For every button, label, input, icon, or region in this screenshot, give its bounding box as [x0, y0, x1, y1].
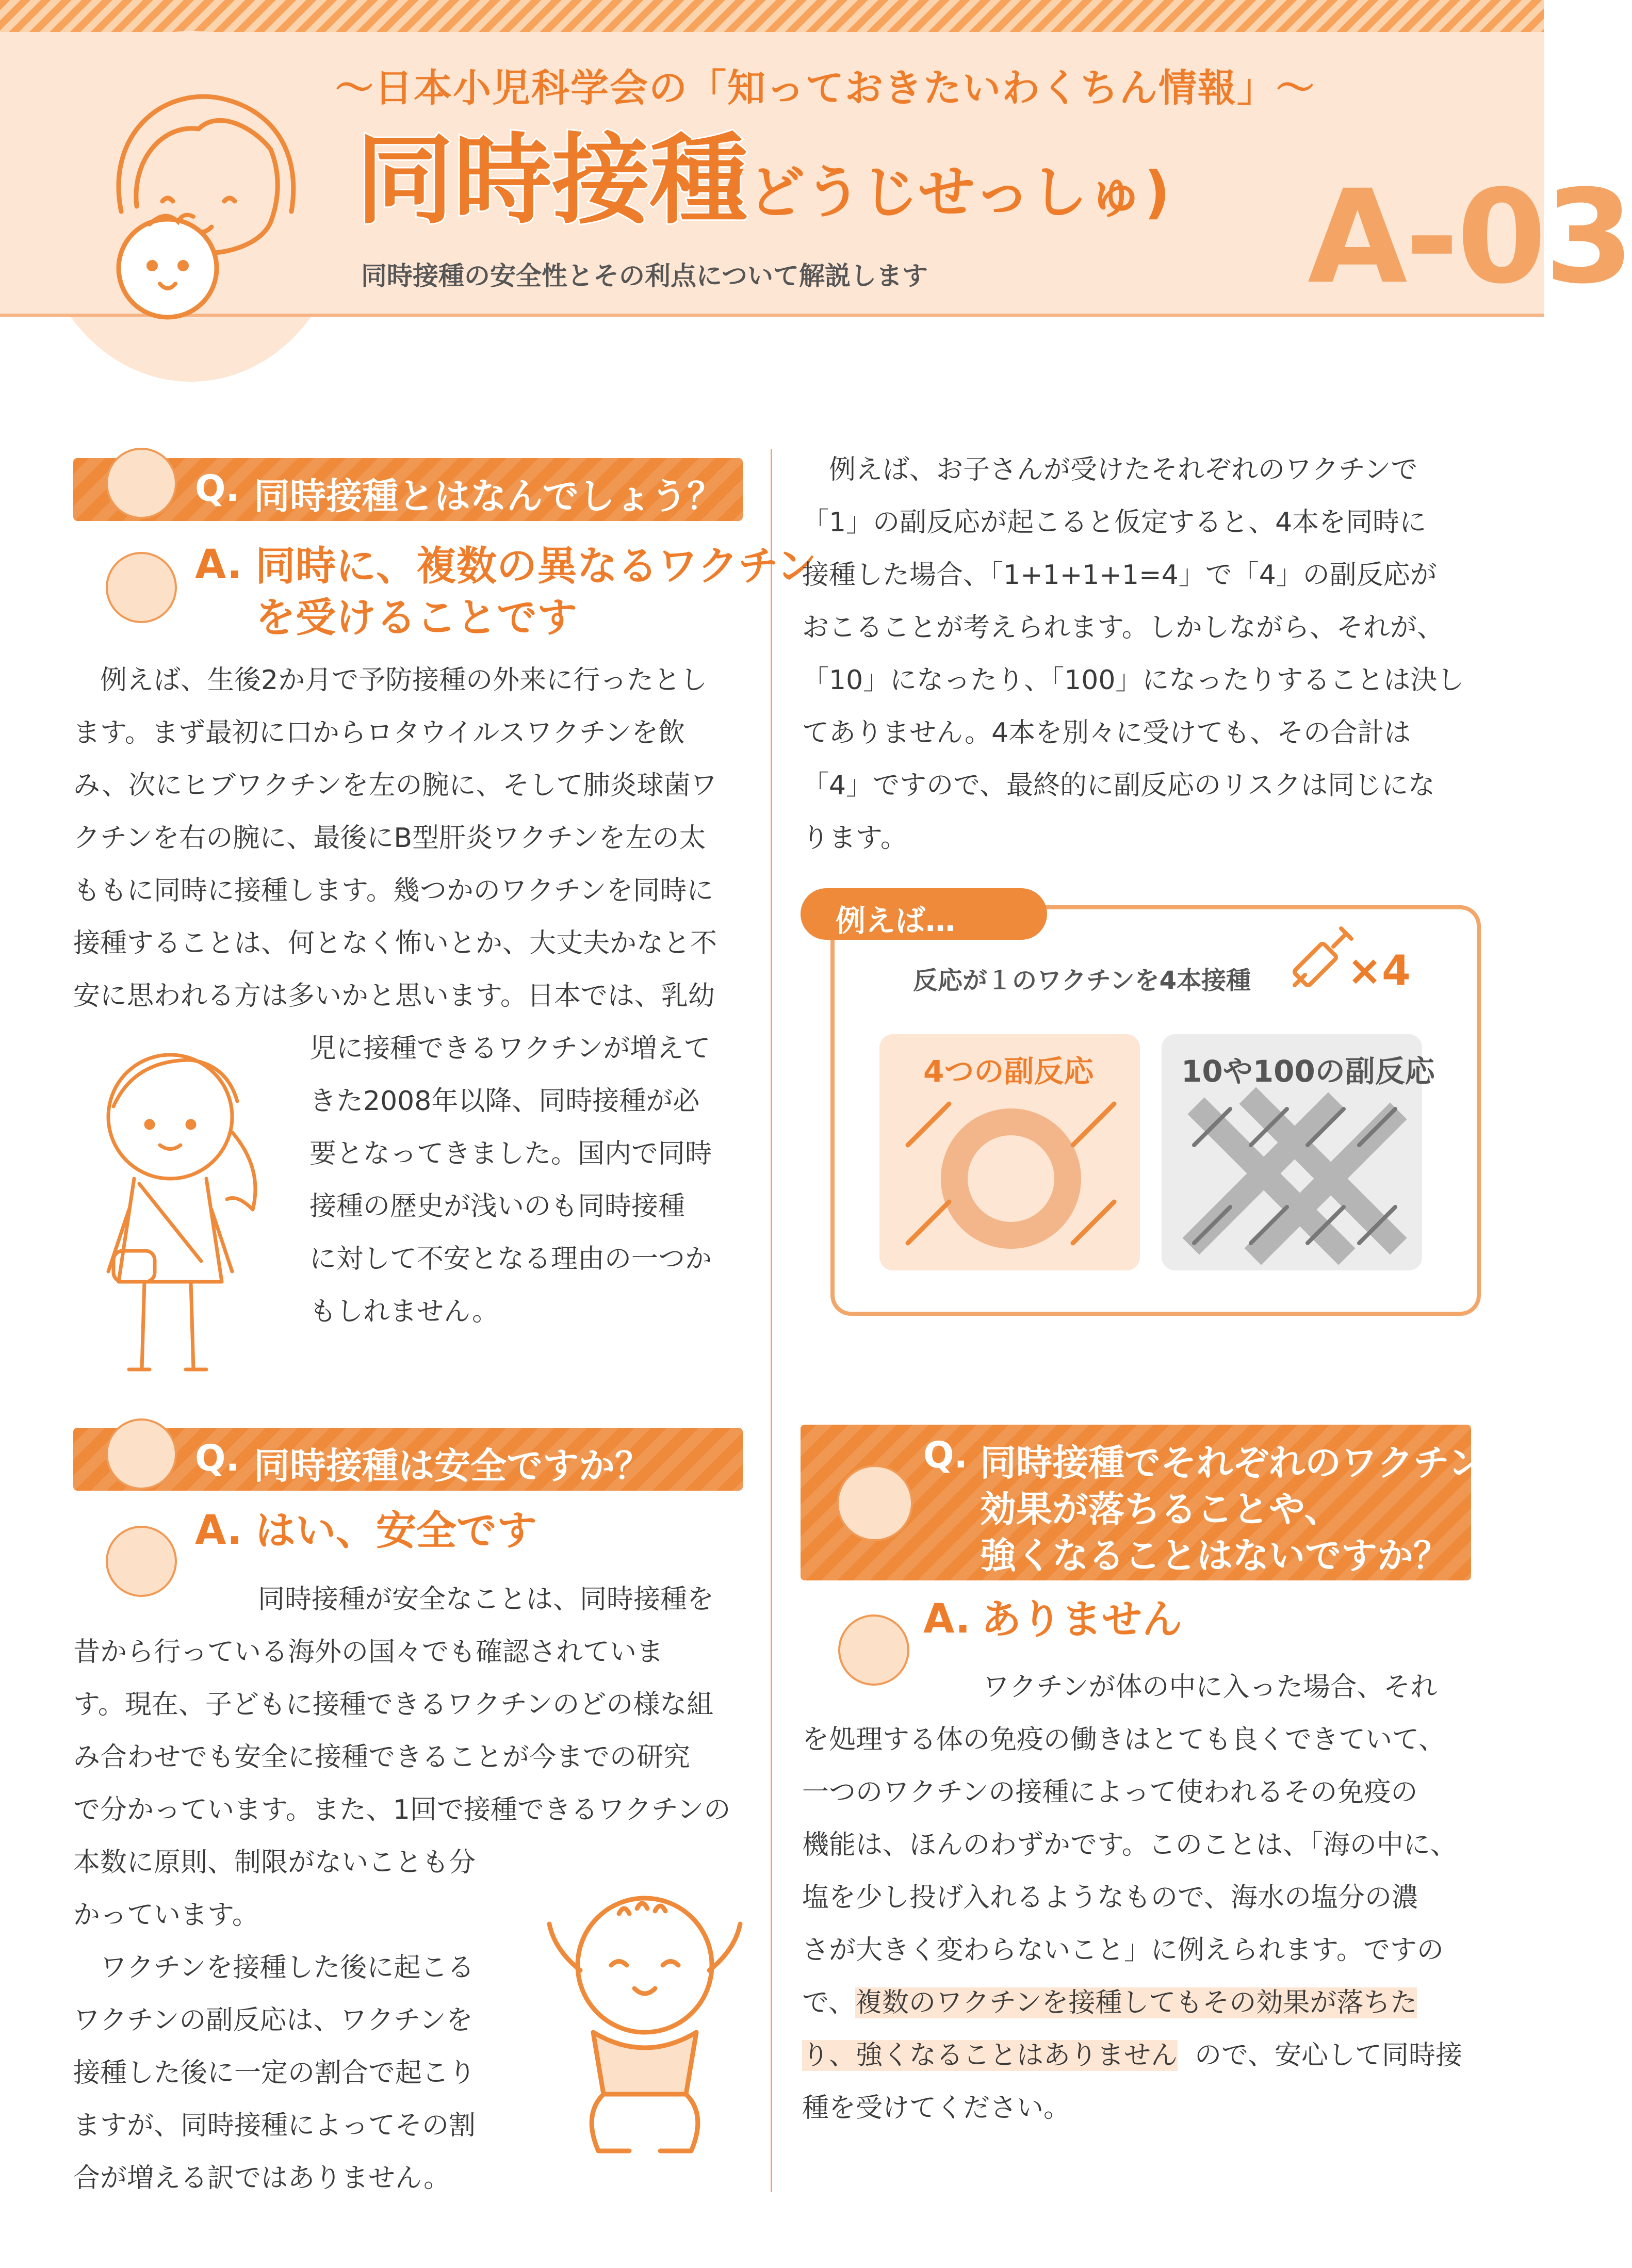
text-line: ワクチンを接種した後に起こる	[73, 1952, 475, 1983]
section-3-body	[802, 1714, 1504, 2134]
text-line: おこることが考えられます。しかしながら、それが、	[802, 612, 1444, 643]
text-line: で分かっています。また、1回で接種できるワクチンの	[73, 1794, 731, 1825]
answer-1-line1: 同時に、複数の異なるワクチン	[255, 543, 817, 590]
text-line: を処理する体の免疫の働きはとても良くできていて、	[802, 1724, 1445, 1755]
a-mark: A.	[195, 1507, 242, 1554]
text-line: み、次にヒブワクチンを左の腕に、そして肺炎球菌ワ	[73, 770, 717, 801]
question-3-line1: 同時接種でそれぞれのワクチンの	[980, 1442, 1520, 1484]
text-line: 安に思われる方は多いかと思います。日本では、乳幼	[73, 981, 715, 1011]
text-line: さが大きく変わらないこと」に例えられます。ですの	[802, 1935, 1444, 1966]
man-face-icon	[838, 1614, 909, 1686]
section-2-body-short	[73, 1836, 537, 2205]
answer-2: はい、安全です	[255, 1508, 537, 1554]
text-line: 要となってきました。国内で同時	[309, 1138, 712, 1169]
text-line: 「4」ですので、最終的に副反応のリスクは同じにな	[802, 770, 1435, 801]
text-line: ももに同時に接種します。幾つかのワクチンを同時に	[73, 875, 714, 906]
highlight-line-2	[802, 2029, 1504, 2082]
text-line: 昔から行っている海外の国々でも確認されていま	[73, 1637, 664, 1668]
text-line: かっています。	[73, 1900, 259, 1931]
answer-3: ありません	[981, 1596, 1183, 1643]
section-1-body-indented	[309, 1022, 763, 1338]
woman-face-icon	[837, 1465, 913, 1541]
many-reactions-illustration	[1173, 1088, 1411, 1259]
header-subtitle: 〜日本小児科学会の「知っておきたいわくちん情報」〜	[335, 66, 1315, 110]
text-line: てありません。4本を別々に受けても、その合計は	[802, 717, 1411, 748]
highlighted-text: 複数のワクチンを接種してもその効果が落ちた	[855, 1987, 1417, 2018]
question-2: 同時接種は安全ですか？	[254, 1445, 651, 1487]
text-line: 接種の歴史が浅いのも同時接種	[309, 1191, 686, 1222]
question-1: 同時接種とはなんでしょう？	[254, 475, 723, 517]
header-caption: 同時接種の安全性とその利点について解説します	[361, 261, 928, 291]
woman-face-icon	[106, 1418, 177, 1490]
mother-baby-illustration	[101, 72, 348, 320]
text-line: ますが、同時接種によってその割	[73, 2110, 476, 2141]
text-line: ます。まず最初に口からロタウイルスワクチンを飲	[73, 717, 686, 748]
highlight-line-1	[802, 1977, 1504, 2029]
text-line: 本数に原則、制限がないことも分	[73, 1847, 476, 1878]
text-line: 塩を少し投げ入れるようなもので、海水の塩分の濃	[802, 1882, 1418, 1913]
a-mark: A.	[923, 1596, 971, 1642]
text-line: 児に接種できるワクチンが増えて	[309, 1033, 711, 1064]
panel-b-title: 10や100の副反応	[1181, 1054, 1435, 1089]
document-code: A-03	[1308, 162, 1632, 312]
woman-face-icon	[106, 448, 177, 519]
text-line: 合が増える訳ではありません。	[73, 2163, 451, 2194]
text-line: 「10」になったり、「100」になったりすることは決し	[802, 665, 1464, 696]
highlighted-text: り、強くなることはありません	[802, 2040, 1178, 2071]
text-line: 例えば、生後2か月で予防接種の外来に行ったとし	[73, 665, 708, 696]
q-mark: Q.	[195, 467, 240, 510]
question-3-line2: 効果が落ちることや、	[980, 1488, 1341, 1530]
page-title: 同時接種	[356, 123, 748, 237]
example-caption: 反応が１のワクチンを4本接種	[913, 966, 1251, 995]
question-3-line3: 強くなることはないですか？	[980, 1535, 1449, 1577]
text-line: もしれません。	[309, 1296, 499, 1327]
text-line: 種を受けてください。	[802, 2093, 1071, 2124]
text-line: み合わせでも安全に接種できることが今までの研究	[73, 1742, 691, 1773]
text-line: 接種した場合、「1+1+1+1=4」で「4」の副反応が	[802, 560, 1437, 591]
text-fragment: で、	[802, 1987, 855, 2018]
text-line: ワクチンの副反応は、ワクチンを	[73, 2005, 473, 2036]
four-reactions-illustration	[892, 1088, 1130, 1259]
header-stripe	[0, 0, 1544, 32]
a-mark: A.	[195, 542, 242, 588]
column-divider	[771, 449, 772, 2192]
right-top-body	[802, 444, 1504, 864]
text-line: ワクチンが体の中に入った場合、それ	[983, 1672, 1438, 1703]
page-title-reading: (どうじせっしゅ)	[722, 159, 1170, 225]
girl-illustration	[93, 1029, 279, 1385]
q-mark: Q.	[923, 1434, 968, 1476]
man-face-icon	[106, 1526, 177, 1597]
times-four-label: ×4	[1347, 947, 1411, 994]
text-line: 同時接種が安全なことは、同時接種を	[258, 1584, 714, 1615]
panel-a-title: 4つの副反応	[923, 1054, 1094, 1089]
text-line: 「1」の副反応が起こると仮定すると、4本を同時に	[802, 507, 1427, 538]
man-face-icon	[106, 552, 177, 623]
syringe-icon	[1284, 923, 1357, 996]
text-line: 一つのワクチンの接種によって使われるその免疫の	[802, 1777, 1418, 1808]
section-2-body	[73, 1626, 759, 1836]
text-line: 機能は、ほんのわずかです。このことは、「海の中に、	[802, 1830, 1457, 1861]
text-line: す。現在、子どもに接種できるワクチンのどの様な組	[73, 1689, 714, 1720]
text-line: ります。	[802, 823, 907, 854]
section-1-body	[73, 654, 759, 1022]
text-line: 接種することは、何となく怖いとか、大丈夫かなと不	[73, 928, 717, 959]
text-fragment: ので、安心して同時接	[1195, 2040, 1463, 2071]
baby-illustration	[531, 1878, 758, 2166]
answer-1-line2: を受けることです	[255, 595, 578, 641]
text-line: に対して不安となる理由の一つか	[309, 1244, 712, 1275]
text-line: 例えば、お子さんが受けたそれぞれのワクチンで	[802, 454, 1418, 485]
text-line: 接種した後に一定の割合で起こり	[73, 2058, 476, 2088]
q-mark: Q.	[195, 1437, 240, 1479]
text-line: きた2008年以降、同時接種が必	[309, 1086, 700, 1117]
text-line: クチンを右の腕に、最後にB型肝炎ワクチンを左の太	[73, 823, 706, 854]
example-tab-label: 例えば…	[836, 903, 956, 938]
